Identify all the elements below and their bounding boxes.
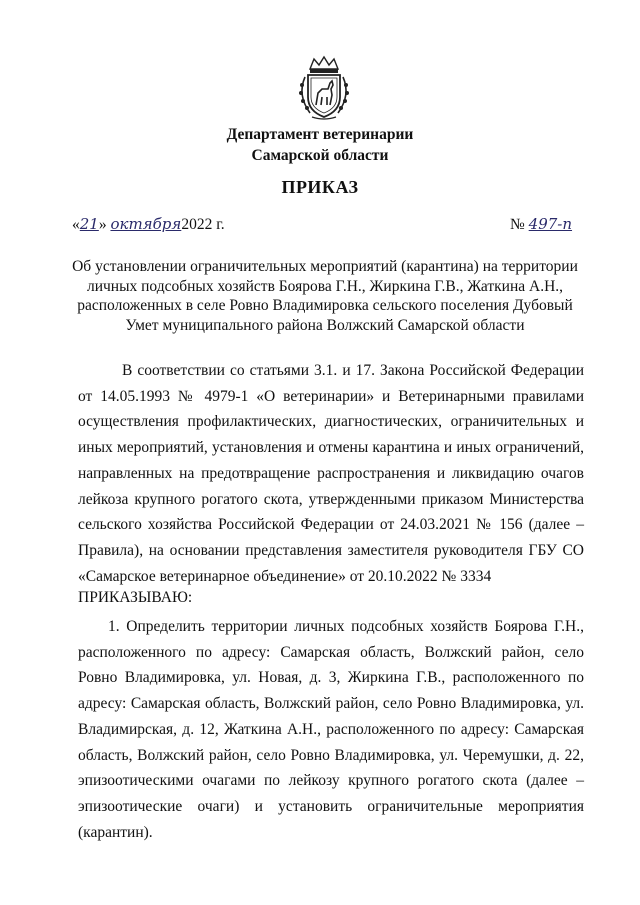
preamble-paragraph: В соответствии со статьями 3.1. и 17. Закона Российской Федерации от 14.05.1993 № 4979-1 «О ветеринарии» и Ветеринарными правилами осуществления профилактических, диагностических, ограничительных и иных мероприятий, установления и отмены карантина и иных ограничений, направленных на предотвращение распространения и ликвидацию очагов лейкоза крупного рогатого скота, утвержденными приказом Министерства сельского хозяйства Российской Федерации от 24.03.2021 № 156 (далее – Правила), на основании представления заместителя руководителя ГБУ СО «Самарское ветеринарное объединение» от 20.10.2022 № 3334 — [78, 362, 584, 585]
date-year: 2022 г. — [181, 216, 225, 233]
document-title: ПРИКАЗ — [281, 177, 359, 197]
order-date — [72, 215, 225, 234]
department-name — [0, 124, 640, 166]
order-directive: ПРИКАЗЫВАЮ: — [78, 589, 193, 606]
date-month: октября — [110, 215, 182, 233]
number-value: 497-п — [528, 215, 573, 233]
item-1-paragraph: 1. Определить территории личных подсобных хозяйств Боярова Г.Н., расположенного по адресу: Самарская область, Волжский район, село Ровно Владимировка, ул. Новая, д. 3, Жиркина Г.В., расположенного по адресу: Самарская область, Волжский район, село Ровно Владимировка, ул. Владимирская, д. 12, Жаткина А.Н., расположенного по адресу: Самарская область, Волжский район, село Ровно Владимировка, ул. Черемушки, д. 22, эпизоотическими очагами по лейкозу крупного рогатого скота (далее – эпизоотические очаги) и установить ограничительные мероприятия (карантин). — [78, 618, 584, 841]
date-close-quote: » — [98, 216, 107, 233]
order-number — [510, 215, 572, 234]
coat-of-arms-icon — [292, 55, 356, 121]
number-prefix: № — [510, 216, 525, 233]
order-subject: Об установлении ограничительных мероприятий (карантина) на территории личных подсобных хозяйств Боярова Г.Н., Жиркина Г.В., Жаткина А.Н., расположенных в селе Ровно Владимировка сельского поселения Дубовый Умет муниципального района Волжский Самарской области — [72, 258, 578, 334]
date-open-quote: « — [72, 216, 80, 233]
date-day: 21 — [79, 215, 99, 233]
department-line-1: Департамент ветеринарии — [226, 126, 414, 143]
department-line-2: Самарской области — [251, 147, 389, 164]
